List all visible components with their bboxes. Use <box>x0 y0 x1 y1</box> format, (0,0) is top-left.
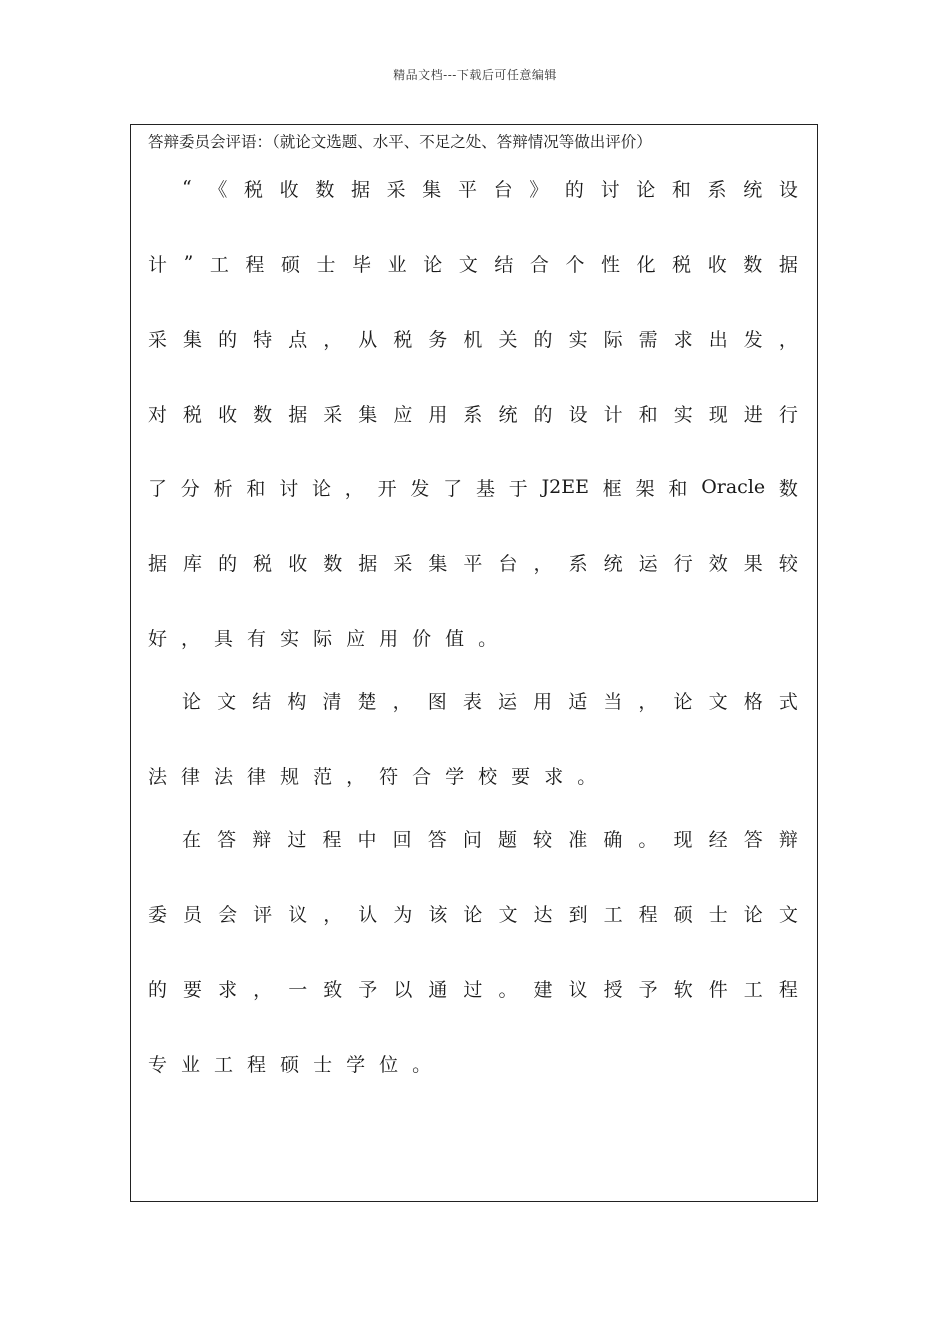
review-char: Oracle <box>701 476 766 498</box>
review-char: 统 <box>743 178 763 201</box>
review-char: 程 <box>247 1053 267 1076</box>
review-char: 框 <box>602 477 622 500</box>
review-char: 论 <box>636 178 656 201</box>
review-char: 的 <box>564 178 584 201</box>
review-char: 文 <box>778 903 798 926</box>
review-char: 中 <box>357 828 377 851</box>
review-char: 际 <box>313 627 333 650</box>
review-char: 据 <box>288 403 308 426</box>
review-char: 答 <box>743 828 763 851</box>
review-char: 答 <box>217 828 237 851</box>
review-char: 问 <box>462 828 482 851</box>
review-char: 学 <box>445 765 465 788</box>
review-char: 业 <box>181 1053 201 1076</box>
review-line-12 <box>148 973 798 1003</box>
review-char: 法 <box>214 765 234 788</box>
review-char: 较 <box>778 552 798 575</box>
review-char: 集 <box>428 552 448 575</box>
review-char: 。 <box>498 978 518 1001</box>
review-char: 题 <box>497 828 517 851</box>
review-char: 》 <box>529 178 549 201</box>
review-char: 评 <box>253 903 273 926</box>
review-char: 授 <box>603 978 623 1001</box>
review-char: 回 <box>392 828 412 851</box>
review-char: 机 <box>463 328 483 351</box>
review-char: 程 <box>245 253 265 276</box>
review-char: 工 <box>214 1053 234 1076</box>
review-char: 专 <box>148 1053 168 1076</box>
review-char: 致 <box>323 978 343 1001</box>
review-char: 数 <box>323 552 343 575</box>
review-char: 求 <box>218 978 238 1001</box>
review-char: 学 <box>346 1053 366 1076</box>
review-char: 的 <box>218 552 238 575</box>
review-char: 辩 <box>252 828 272 851</box>
review-char: 平 <box>457 178 477 201</box>
review-char: 建 <box>533 978 553 1001</box>
review-char: 答 <box>427 828 447 851</box>
review-char: 范 <box>313 765 333 788</box>
review-char: 收 <box>218 403 238 426</box>
review-char: 要 <box>511 765 531 788</box>
review-line-10 <box>182 823 798 853</box>
review-line-13 <box>148 1048 431 1078</box>
review-char: 从 <box>358 328 378 351</box>
review-char: 用 <box>379 627 399 650</box>
review-char: ， <box>533 552 553 575</box>
review-char: 税 <box>244 178 264 201</box>
review-char: 计 <box>148 253 168 276</box>
review-char: 和 <box>638 403 658 426</box>
review-char: 业 <box>387 253 407 276</box>
review-char: 予 <box>638 978 658 1001</box>
review-char: 应 <box>346 627 366 650</box>
review-char: 析 <box>213 477 233 500</box>
review-char: 台 <box>498 552 518 575</box>
review-char: 要 <box>183 978 203 1001</box>
review-char: 统 <box>498 403 518 426</box>
review-char: 的 <box>533 403 553 426</box>
review-char: 该 <box>428 903 448 926</box>
review-char: 好 <box>148 627 168 650</box>
review-line-5 <box>148 472 798 502</box>
review-char: 文 <box>708 690 728 713</box>
review-char: 讨 <box>279 477 299 500</box>
review-char: 税 <box>253 552 273 575</box>
review-char: 进 <box>743 403 763 426</box>
review-char: 用 <box>533 690 553 713</box>
review-char: 统 <box>603 552 623 575</box>
review-char: 文 <box>498 903 518 926</box>
review-char: 性 <box>601 253 621 276</box>
review-char: 以 <box>393 978 413 1001</box>
review-char: 和 <box>246 477 266 500</box>
review-char: 格 <box>743 690 763 713</box>
review-char: ， <box>323 328 343 351</box>
review-char: 开 <box>377 477 397 500</box>
review-line-7 <box>148 622 497 652</box>
review-char: 当 <box>603 690 623 713</box>
review-char: 确 <box>603 828 623 851</box>
review-char: 合 <box>412 765 432 788</box>
review-char: 为 <box>393 903 413 926</box>
review-char: 士 <box>708 903 728 926</box>
review-char: 具 <box>214 627 234 650</box>
review-char: 结 <box>494 253 514 276</box>
review-char: 位 <box>379 1053 399 1076</box>
review-char: 价 <box>412 627 432 650</box>
review-char: 准 <box>568 828 588 851</box>
review-char: 硕 <box>673 903 693 926</box>
review-char: 论 <box>743 903 763 926</box>
review-char: 化 <box>636 253 656 276</box>
review-char: 符 <box>379 765 399 788</box>
review-char: 文 <box>217 690 237 713</box>
review-line-2 <box>148 248 798 278</box>
review-char: ， <box>778 328 798 351</box>
review-char: 收 <box>288 552 308 575</box>
review-line-1 <box>182 173 798 203</box>
review-char: 到 <box>568 903 588 926</box>
review-char: 系 <box>568 552 588 575</box>
review-char: 库 <box>183 552 203 575</box>
review-char: 收 <box>279 178 299 201</box>
review-char: 收 <box>707 253 727 276</box>
review-char: 了 <box>148 477 168 500</box>
review-char: 行 <box>673 552 693 575</box>
review-char: 《 <box>208 178 228 201</box>
review-char: 和 <box>668 477 688 500</box>
review-char: 讨 <box>600 178 620 201</box>
review-char: ” <box>183 252 194 274</box>
review-char: 的 <box>148 978 168 1001</box>
review-char: 工 <box>743 978 763 1001</box>
review-char: 一 <box>288 978 308 1001</box>
review-char: 委 <box>148 903 168 926</box>
review-char: 据 <box>778 253 798 276</box>
review-char: ， <box>346 765 366 788</box>
review-char: 件 <box>708 978 728 1001</box>
review-char: 效 <box>708 552 728 575</box>
review-line-9 <box>148 760 596 790</box>
review-char: 设 <box>778 178 798 201</box>
review-char: 图 <box>427 690 447 713</box>
review-char: ， <box>392 690 412 713</box>
review-char: 达 <box>533 903 553 926</box>
review-char: 运 <box>638 552 658 575</box>
review-char: 发 <box>410 477 430 500</box>
review-char: 应 <box>393 403 413 426</box>
review-char: ， <box>323 903 343 926</box>
review-char: 特 <box>253 328 273 351</box>
review-char: 系 <box>707 178 727 201</box>
review-char: 论 <box>673 690 693 713</box>
review-char: 规 <box>280 765 300 788</box>
review-char: 予 <box>358 978 378 1001</box>
review-char: 法 <box>148 765 168 788</box>
review-char: 发 <box>743 328 763 351</box>
review-char: 需 <box>638 328 658 351</box>
review-char: 集 <box>183 328 203 351</box>
review-line-6 <box>148 547 798 577</box>
review-char: 认 <box>358 903 378 926</box>
review-char: ， <box>181 627 201 650</box>
review-char: ， <box>638 690 658 713</box>
review-char: 毕 <box>352 253 372 276</box>
review-char: 通 <box>428 978 448 1001</box>
review-char: 关 <box>498 328 518 351</box>
review-char: 于 <box>508 477 528 500</box>
review-char: 果 <box>743 552 763 575</box>
review-char: 较 <box>533 828 553 851</box>
review-char: 点 <box>288 328 308 351</box>
review-char: 辩 <box>778 828 798 851</box>
review-char: 架 <box>635 477 655 500</box>
review-char: 际 <box>603 328 623 351</box>
review-char: 基 <box>475 477 495 500</box>
review-char: 计 <box>603 403 623 426</box>
review-char: 数 <box>743 253 763 276</box>
review-char: 论 <box>182 690 202 713</box>
review-char: “ <box>182 177 192 199</box>
review-char: 员 <box>183 903 203 926</box>
review-char: 数 <box>253 403 273 426</box>
review-char: 议 <box>568 978 588 1001</box>
review-char: 工 <box>209 253 229 276</box>
review-char: 据 <box>358 552 378 575</box>
review-char: 设 <box>568 403 588 426</box>
review-char: 了 <box>443 477 463 500</box>
review-char: 结 <box>252 690 272 713</box>
review-char: 采 <box>393 552 413 575</box>
review-char: 程 <box>638 903 658 926</box>
review-char: ， <box>344 477 364 500</box>
review-char: 现 <box>673 828 693 851</box>
review-char: 采 <box>386 178 406 201</box>
review-char: 式 <box>778 690 798 713</box>
review-char: 的 <box>533 328 553 351</box>
review-char: 集 <box>422 178 442 201</box>
review-char: 税 <box>672 253 692 276</box>
review-char: 平 <box>463 552 483 575</box>
review-char: 个 <box>565 253 585 276</box>
review-char: 求 <box>673 328 693 351</box>
review-char: 分 <box>180 477 200 500</box>
review-char: 台 <box>493 178 513 201</box>
review-char: 程 <box>322 828 342 851</box>
review-char: 表 <box>462 690 482 713</box>
review-char: 士 <box>316 253 336 276</box>
review-char: 构 <box>287 690 307 713</box>
review-line-4 <box>148 398 798 428</box>
review-char: 实 <box>568 328 588 351</box>
review-char: 软 <box>673 978 693 1001</box>
review-char: 务 <box>428 328 448 351</box>
review-char: 校 <box>478 765 498 788</box>
review-char: 文 <box>458 253 478 276</box>
review-char: 程 <box>778 978 798 1001</box>
review-char: 工 <box>603 903 623 926</box>
review-char: 行 <box>778 403 798 426</box>
review-char: 采 <box>323 403 343 426</box>
review-char: J2EE <box>541 476 590 498</box>
review-char: 数 <box>778 477 798 500</box>
committee-review-label: 答辩委员会评语：（就论文选题、水平、不足之处、答辩情况等做出评价） <box>148 133 652 151</box>
review-char: 现 <box>708 403 728 426</box>
review-char: 。 <box>412 1053 432 1076</box>
review-char: 士 <box>313 1053 333 1076</box>
committee-review-box <box>130 124 818 1202</box>
review-char: 集 <box>358 403 378 426</box>
review-char: 会 <box>218 903 238 926</box>
review-char: 求 <box>544 765 564 788</box>
review-char: 经 <box>708 828 728 851</box>
review-line-8 <box>182 685 798 715</box>
review-char: 运 <box>497 690 517 713</box>
review-char: 律 <box>247 765 267 788</box>
review-char: 值 <box>445 627 465 650</box>
review-char: ， <box>253 978 273 1001</box>
review-line-3 <box>148 323 798 353</box>
review-char: 实 <box>673 403 693 426</box>
review-char: 楚 <box>357 690 377 713</box>
review-char: 对 <box>148 403 168 426</box>
review-char: 过 <box>287 828 307 851</box>
review-char: 税 <box>183 403 203 426</box>
review-char: 用 <box>428 403 448 426</box>
review-char: 。 <box>577 765 597 788</box>
review-char: 税 <box>393 328 413 351</box>
review-char: 采 <box>148 328 168 351</box>
review-char: 据 <box>148 552 168 575</box>
review-char: 议 <box>288 903 308 926</box>
review-char: 适 <box>568 690 588 713</box>
review-char: 的 <box>218 328 238 351</box>
review-char: 清 <box>322 690 342 713</box>
review-char: 合 <box>529 253 549 276</box>
review-char: 系 <box>463 403 483 426</box>
review-char: 实 <box>280 627 300 650</box>
review-char: 和 <box>671 178 691 201</box>
review-char: 数 <box>315 178 335 201</box>
review-char: 硕 <box>280 253 300 276</box>
review-char: 有 <box>247 627 267 650</box>
review-char: 论 <box>463 903 483 926</box>
review-char: 论 <box>423 253 443 276</box>
review-char: 论 <box>311 477 331 500</box>
review-line-11 <box>148 898 798 928</box>
review-char: 过 <box>463 978 483 1001</box>
review-char: 出 <box>708 328 728 351</box>
review-char: 在 <box>182 828 202 851</box>
review-char: 硕 <box>280 1053 300 1076</box>
review-char: 据 <box>350 178 370 201</box>
review-char: 。 <box>478 627 498 650</box>
review-char: 律 <box>181 765 201 788</box>
review-char: 。 <box>638 828 658 851</box>
page-header: 精品文档---下载后可任意编辑 <box>393 68 557 82</box>
